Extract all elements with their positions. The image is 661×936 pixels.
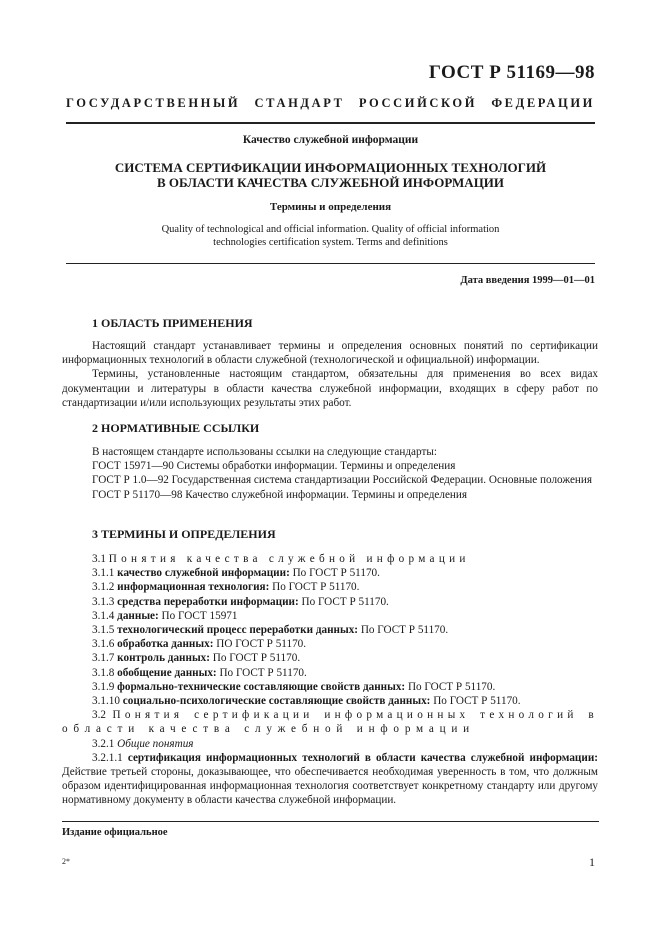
term-reference: По ГОСТ Р 51170. bbox=[301, 595, 389, 608]
english-title bbox=[66, 223, 595, 249]
definition-term: сертификация информационных технологий в области качества служебной информации: bbox=[127, 751, 598, 764]
term-item bbox=[62, 609, 598, 623]
reference-2: ГОСТ Р 1.0—92 Государственная система стандартизации Российской Федерации. Основные положения bbox=[92, 474, 593, 487]
term-name: данные: bbox=[117, 609, 159, 622]
reference-1: ГОСТ 15971—90 Системы обработки информации. Термины и определения bbox=[92, 460, 456, 473]
term-number: 3.1.7 bbox=[92, 652, 115, 665]
subtitle: Термины и определения bbox=[269, 201, 392, 213]
term-reference: ПО ГОСТ Р 51170. bbox=[216, 638, 307, 651]
term-number: 3.1.5 bbox=[92, 624, 115, 637]
subsection-3-2-title-line-1 bbox=[62, 708, 598, 722]
subsection-title-part-1: Понятия сертификации информационных технологий в bbox=[112, 709, 598, 722]
term-number: 3.1.10 bbox=[92, 695, 120, 708]
section-1-heading: 1 ОБЛАСТЬ ПРИМЕНЕНИЯ bbox=[92, 316, 253, 330]
term-reference: По ГОСТ Р 51170. bbox=[433, 695, 521, 708]
term-item bbox=[62, 680, 598, 694]
english-title-line-1: Quality of technological and official information. Quality of official information bbox=[161, 224, 500, 235]
section-1-paragraph-2: Термины, установленные настоящим стандартом, обязательны для применения во всех видах документации и литературы в области качества служебной информации, входящих в сферу работ по стандартизации и/или использующих результаты этих работ. bbox=[62, 368, 598, 409]
subsection-3-2-title-line-2: области качества служебной информации bbox=[62, 723, 475, 736]
term-reference: По ГОСТ Р 51170. bbox=[212, 652, 301, 665]
term-number: 3.1.1 bbox=[92, 567, 115, 580]
document-code: ГОСТ Р 51169—98 bbox=[428, 62, 595, 83]
series-title: Качество служебной информации bbox=[242, 134, 419, 146]
subsection-title: Общие понятия bbox=[117, 737, 194, 750]
term-reference: По ГОСТ 15971 bbox=[161, 609, 238, 622]
term-reference: По ГОСТ Р 51170. bbox=[292, 567, 380, 580]
term-number: 3.1.2 bbox=[92, 581, 115, 594]
subsection-number: 3.1 bbox=[92, 553, 106, 565]
edition-label: Издание официальное bbox=[62, 827, 168, 838]
subsection-3-2-1-title bbox=[62, 737, 598, 751]
terms-list bbox=[62, 566, 598, 708]
term-reference: По ГОСТ Р 51170. bbox=[360, 624, 449, 637]
term-reference: По ГОСТ Р 51170. bbox=[407, 680, 496, 693]
term-item bbox=[62, 694, 598, 708]
term-name: контроль данных: bbox=[117, 652, 210, 665]
term-item bbox=[62, 637, 598, 651]
term-item bbox=[62, 666, 598, 680]
state-standard-header: ГОСУДАРСТВЕННЫЙ СТАНДАРТ РОССИЙСКОЙ ФЕДЕРАЦИИ bbox=[66, 96, 595, 110]
main-title-line-2: В ОБЛАСТИ КАЧЕСТВА СЛУЖЕБНОЙ ИНФОРМАЦИИ bbox=[156, 175, 505, 190]
footer-divider bbox=[62, 821, 599, 822]
term-name: технологический процесс переработки данных: bbox=[117, 624, 359, 637]
section-3-heading: 3 ТЕРМИНЫ И ОПРЕДЕЛЕНИЯ bbox=[92, 527, 276, 541]
main-title-line-1: СИСТЕМА СЕРТИФИКАЦИИ ИНФОРМАЦИОННЫХ ТЕХНОЛОГИЙ bbox=[114, 160, 547, 175]
sheet-mark: 2* bbox=[62, 857, 70, 866]
subsection-title: Понятия качества служебной информации bbox=[108, 553, 470, 565]
term-reference: По ГОСТ Р 51170. bbox=[219, 666, 307, 679]
term-number: 3.1.9 bbox=[92, 680, 115, 693]
term-item bbox=[62, 580, 598, 594]
section-2-intro: В настоящем стандарте использованы ссылки на следующие стандарты: bbox=[92, 446, 437, 458]
main-title bbox=[66, 160, 595, 190]
term-name: качество служебной информации: bbox=[117, 567, 290, 580]
term-name: обобщение данных: bbox=[117, 666, 217, 679]
section-1-body bbox=[62, 339, 598, 410]
section-2-body bbox=[62, 445, 598, 502]
term-number: 3.1.3 bbox=[92, 595, 115, 608]
term-name: информационная технология: bbox=[117, 581, 270, 594]
definition-3-2-1-1 bbox=[62, 751, 598, 808]
subsection-number: 3.2 bbox=[92, 709, 106, 722]
term-name: обработка данных: bbox=[117, 638, 214, 651]
term-number: 3.1.6 bbox=[92, 638, 115, 651]
term-number: 3.1.4 bbox=[92, 609, 115, 622]
definition-number: 3.2.1.1 bbox=[92, 751, 123, 764]
term-name: формально-технические составляющие свойств данных: bbox=[117, 680, 406, 693]
reference-3: ГОСТ Р 51170—98 Качество служебной информации. Термины и определения bbox=[92, 488, 468, 501]
term-item bbox=[62, 595, 598, 609]
definition-text: Действие третьей стороны, доказывающее, что обеспечивается необходимая уверенность в том, что должным образом идентифицированная информационная технология соответствует конкретному стандарту или другому нормативному документу в области качества служебной информации. bbox=[62, 766, 598, 807]
section-2-heading: 2 НОРМАТИВНЫЕ ССЫЛКИ bbox=[92, 421, 260, 435]
title-divider bbox=[66, 263, 595, 264]
section-1-paragraph-1: Настоящий стандарт устанавливает термины и определения основных понятий по сертификации информационных технологий в области служебной (технологической и официальной) информации. bbox=[62, 340, 598, 367]
term-item bbox=[62, 651, 598, 665]
english-title-line-2: technologies certification system. Terms and definitions bbox=[213, 237, 448, 248]
subsection-number: 3.2.1 bbox=[92, 737, 115, 750]
term-number: 3.1.8 bbox=[92, 666, 115, 679]
term-name: социально-психологические составляющие свойств данных: bbox=[122, 695, 431, 708]
introduction-date: Дата введения 1999—01—01 bbox=[460, 275, 595, 286]
term-name: средства переработки информации: bbox=[117, 595, 299, 608]
term-item bbox=[62, 566, 598, 580]
subsection-3-1-title bbox=[62, 552, 598, 566]
header-divider bbox=[66, 122, 595, 124]
page-number: 1 bbox=[589, 855, 595, 869]
section-3-body bbox=[62, 552, 598, 808]
term-reference: По ГОСТ Р 51170. bbox=[272, 581, 360, 594]
term-item bbox=[62, 623, 598, 637]
